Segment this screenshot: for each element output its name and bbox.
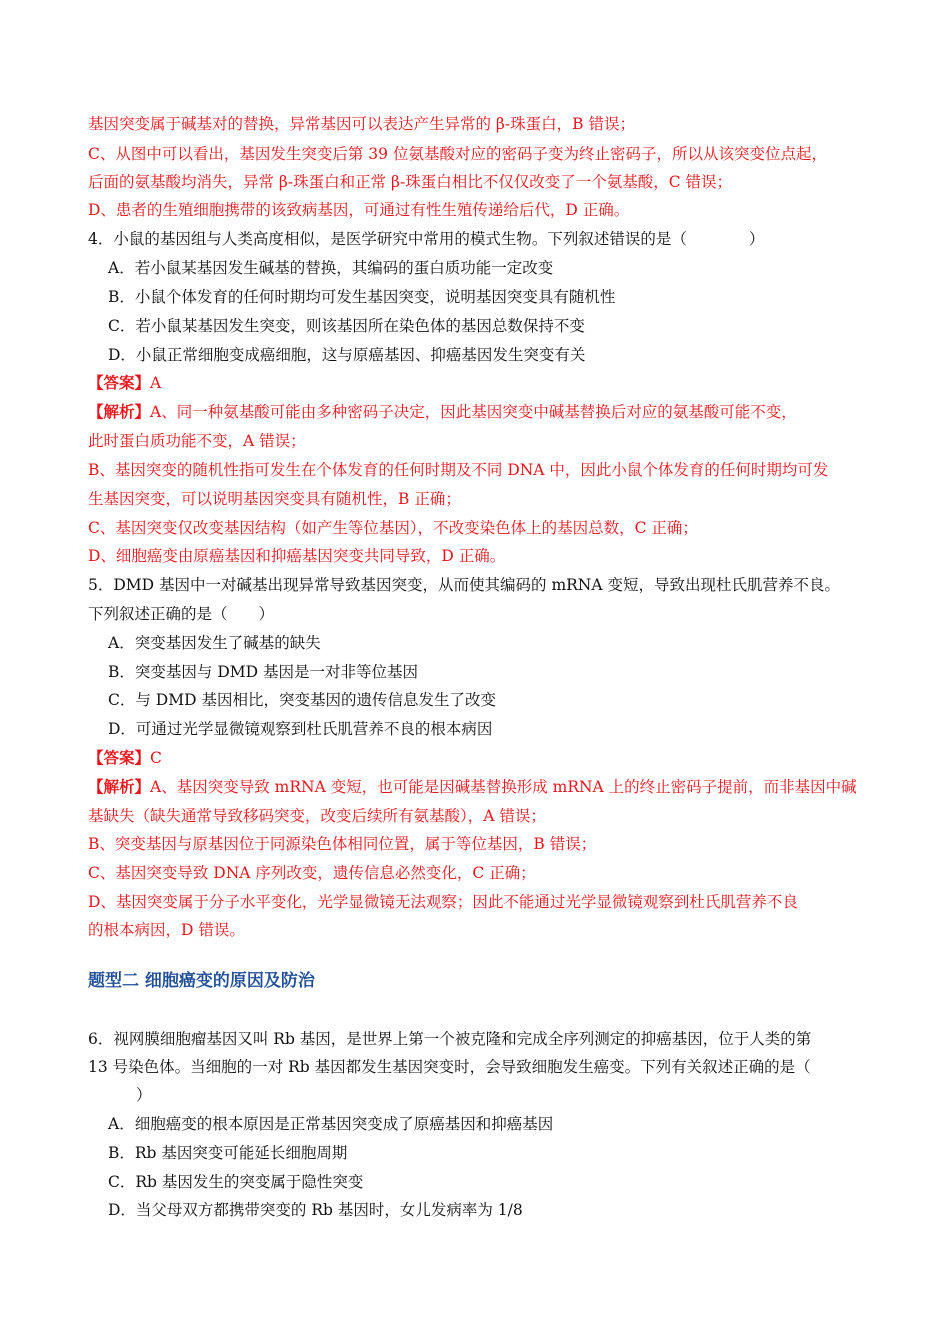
prev-analysis-line-1: 基因突变属于碱基对的替换，异常基因可以表达产生异常的 β-珠蛋白，B 错误； bbox=[88, 115, 635, 133]
prev-analysis-line-3: 后面的氨基酸均消失，异常 β-珠蛋白和正常 β-珠蛋白相比不仅仅改变了一个氨基酸，C 错误； bbox=[88, 173, 733, 191]
q4-option-c: C．若小鼠某基因发生突变，则该基因所在染色体的基因总数保持不变 bbox=[108, 317, 585, 335]
section-heading: 题型二 细胞癌变的原因及防治 bbox=[88, 971, 315, 991]
q5-answer-value: C bbox=[150, 749, 162, 767]
prev-analysis-line-4: D、患者的生殖细胞携带的该致病基因，可通过有性生殖传递给后代，D 正确。 bbox=[88, 201, 630, 219]
q5-analysis-line-1 bbox=[88, 777, 868, 797]
q5-analysis-line-6: 的根本病因，D 错误。 bbox=[88, 921, 245, 939]
q6-stem-line-1: 6．视网膜细胞瘤基因又叫 Rb 基因，是世界上第一个被克隆和完成全序列测定的抑癌基因，位于人类的第 bbox=[88, 1030, 812, 1048]
q5-option-a: A．突变基因发生了碱基的缺失 bbox=[108, 634, 321, 652]
q5-stem-line-2: 下列叙述正确的是（ ） bbox=[88, 605, 275, 623]
q6-option-c: C．Rb 基因发生的突变属于隐性突变 bbox=[108, 1173, 364, 1191]
q4-analysis-tag: 【解析】 bbox=[88, 402, 151, 421]
q5-answer-tag: 【答案】 bbox=[88, 748, 151, 767]
q6-option-b: B．Rb 基因突变可能延长细胞周期 bbox=[108, 1144, 348, 1162]
q6-option-d: D．当父母双方都携带突变的 Rb 基因时，女儿发病率为 1/8 bbox=[108, 1201, 523, 1219]
q6-option-a: A．细胞癌变的根本原因是正常基因突变成了原癌基因和抑癌基因 bbox=[108, 1115, 554, 1133]
q4-option-d: D．小鼠正常细胞变成癌细胞，这与原癌基因、抑癌基因发生突变有关 bbox=[108, 346, 586, 364]
q5-option-d: D．可通过光学显微镜观察到杜氏肌营养不良的根本病因 bbox=[108, 720, 493, 738]
q4-analysis-line-4: 生基因突变，可以说明基因突变具有随机性，B 正确； bbox=[88, 490, 461, 508]
q5-analysis-line-5: D、基因突变属于分子水平变化，光学显微镜无法观察；因此不能通过光学显微镜观察到杜氏肌营养不良 bbox=[88, 893, 798, 911]
q4-answer-tag: 【答案】 bbox=[88, 373, 151, 392]
q5-analysis-tag: 【解析】 bbox=[88, 777, 151, 796]
q4-answer bbox=[88, 373, 868, 393]
q4-analysis-line-3: B、基因突变的随机性指可发生在个体发育的任何时期及不同 DNA 中，因此小鼠个体发育的任何时期均可发 bbox=[88, 461, 829, 479]
q6-stem-line-3: ） bbox=[136, 1086, 152, 1104]
q5-option-b: B．突变基因与 DMD 基因是一对非等位基因 bbox=[108, 663, 418, 681]
q4-option-a: A．若小鼠某基因发生碱基的替换，其编码的蛋白质功能一定改变 bbox=[108, 259, 554, 277]
q4-option-b: B．小鼠个体发育的任何时期均可发生基因突变，说明基因突变具有随机性 bbox=[108, 288, 616, 306]
q5-analysis-line-2: 基缺失（缺失通常导致移码突变，改变后续所有氨基酸），A 错误； bbox=[88, 807, 546, 825]
q4-analysis-line-6: D、细胞癌变由原癌基因和抑癌基因突变共同导致，D 正确。 bbox=[88, 547, 506, 565]
q4-analysis-line-2: 此时蛋白质功能不变，A 错误； bbox=[88, 432, 306, 450]
q6-stem-line-2: 13 号染色体。当细胞的一对 Rb 基因都发生基因突变时，会导致细胞发生癌变。下列有关叙述正确的是（ bbox=[88, 1058, 811, 1076]
q4-analysis-text-1: A、同一种氨基酸可能由多种密码子决定，因此基因突变中碱基替换后对应的氨基酸可能不变， bbox=[150, 403, 797, 421]
q4-answer-value: A bbox=[150, 374, 162, 392]
q5-option-c: C．与 DMD 基因相比，突变基因的遗传信息发生了改变 bbox=[108, 691, 496, 709]
q5-analysis-line-3: B、突变基因与原基因位于同源染色体相同位置，属于等位基因，B 错误； bbox=[88, 835, 597, 853]
q4-analysis-line-5: C、基因突变仅改变基因结构（如产生等位基因），不改变染色体上的基因总数，C 正确； bbox=[88, 519, 698, 537]
q5-stem-line-1: 5．DMD 基因中一对碱基出现异常导致基因突变，从而使其编码的 mRNA 变短，导致出现杜氏肌营养不良。 bbox=[88, 576, 840, 594]
q5-answer bbox=[88, 748, 868, 768]
q4-stem: 4．小鼠的基因组与人类高度相似，是医学研究中常用的模式生物。下列叙述错误的是（ ） bbox=[88, 230, 765, 248]
q5-analysis-line-4: C、基因突变导致 DNA 序列改变，遗传信息必然变化，C 正确； bbox=[88, 864, 536, 882]
q5-analysis-text-1: A、基因突变导致 mRNA 变短，也可能是因碱基替换形成 mRNA 上的终止密码子提前，而非基因中碱 bbox=[150, 778, 857, 796]
prev-analysis-line-2: C、从图中可以看出，基因发生突变后第 39 位氨基酸对应的密码子变为终止密码子，所以从该突变位点起， bbox=[88, 145, 827, 163]
q4-analysis-line-1 bbox=[88, 402, 868, 422]
